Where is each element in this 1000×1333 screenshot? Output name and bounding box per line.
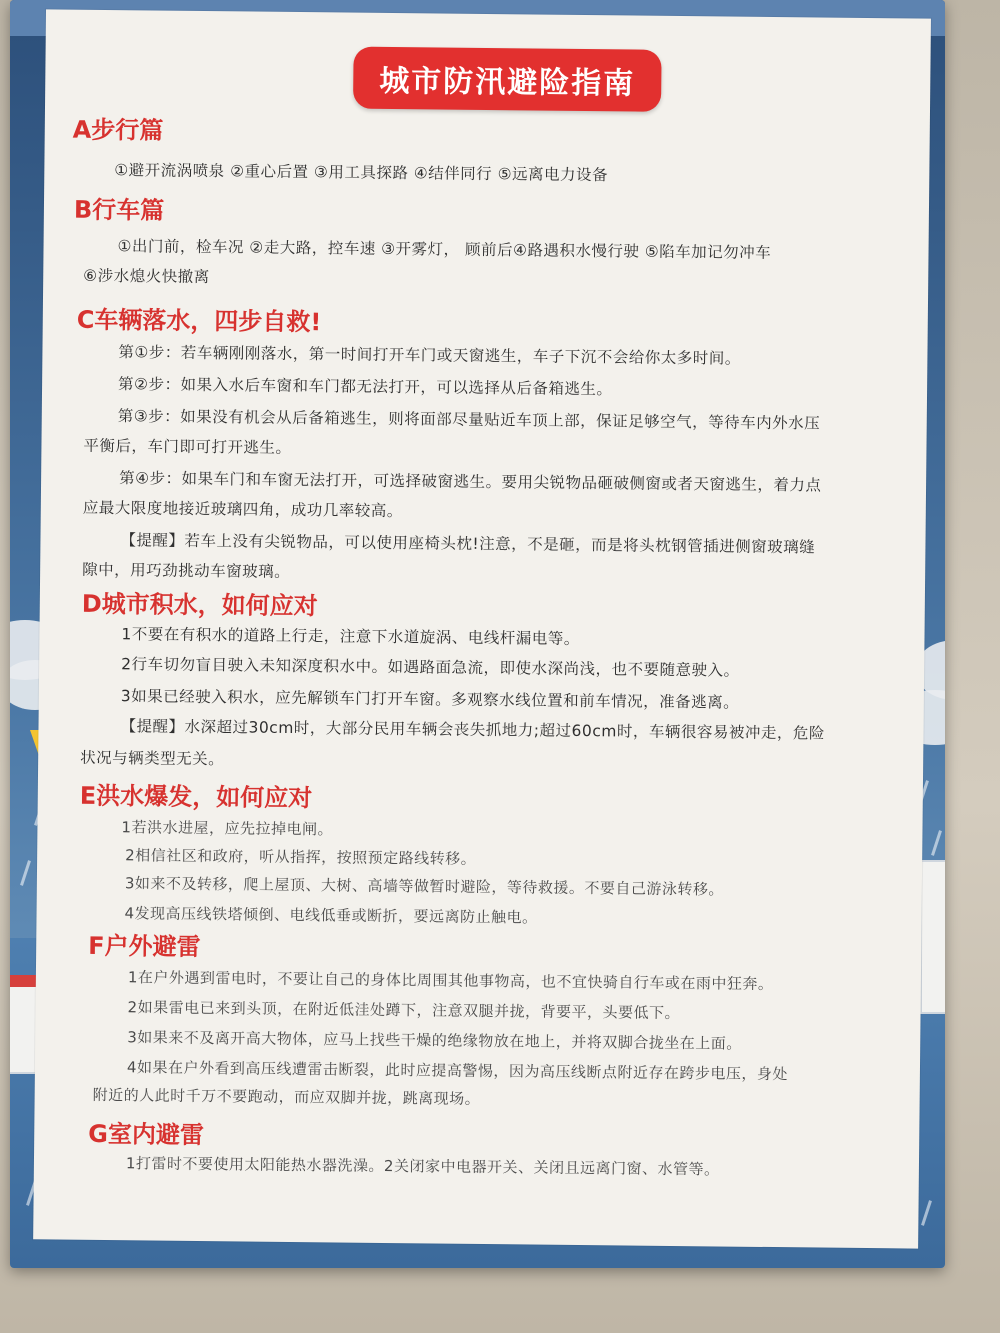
section-c-line: 隙中，用巧劲挑动车窗玻璃。 <box>82 560 291 581</box>
section-d-line: 状况与辆类型无关。 <box>80 748 225 769</box>
section-d-heading: D城市积水，如何应对 <box>81 589 318 621</box>
section-d-line: 3如果已经驶入积水，应先解锁车门打开车窗。多观察水线位置和前车情况，准备逃离。 <box>120 687 740 712</box>
section-c-line: 第③步：如果没有机会从后备箱逃生，则将面部尽量贴近车顶上部，保证足够空气，等待车内外水压 <box>117 407 821 433</box>
section-c-line: 【提醒】若车上没有尖锐物品，可以使用座椅头枕!注意，不是砸，而是将头枕钢管插进侧窗玻璃缝 <box>120 531 816 557</box>
section-c-line: 第②步：如果入水后车窗和车门都无法打开，可以选择从后备箱逃生。 <box>118 375 613 399</box>
section-f-line: 2如果雷电已来到头顶，在附近低洼处蹲下，注意双腿并拢，背要平，头要低下。 <box>127 998 681 1023</box>
section-e-line: 1若洪水进屋，应先拉掉电闸。 <box>121 818 334 839</box>
section-b-line: ⑥涉水熄火快撤离 <box>83 266 210 287</box>
rain-drop <box>931 830 942 856</box>
section-d-line: 2行车切勿盲目驶入未知深度积水中。如遇路面急流，即使水深尚浅，也不要随意驶入。 <box>121 655 740 680</box>
section-b-line: ①出门前，检车况 ②走大路，控车速 ③开雾灯， 顾前后④路遇积水慢行驶 ⑤陷车加记勿冲车 <box>117 237 772 262</box>
section-e-line: 4发现高压线铁塔倾倒、电线低垂或断折，要远离防止触电。 <box>124 904 538 927</box>
section-e-heading: E洪水爆发，如何应对 <box>79 781 313 813</box>
section-f-line: 1在户外遇到雷电时，不要让自己的身体比周围其他事物高，也不宜快骑自行车或在雨中狂奔。 <box>127 968 774 994</box>
section-g-heading: G室内避雷 <box>88 1119 205 1150</box>
section-c-heading: C车辆落水，四步自救! <box>76 305 322 337</box>
section-e-line: 3如来不及转移，爬上屋顶、大树、高墙等做暂时避险，等待救援。不要自己游泳转移。 <box>124 874 725 899</box>
section-d-line: 【提醒】水深超过30cm时，大部分民用车辆会丧失抓地力;超过60cm时，车辆很容易被冲走，危险 <box>120 717 825 743</box>
section-f-line: 附近的人此时千万不要跑动，而应双脚并拢，跳离现场。 <box>92 1085 481 1108</box>
section-b-heading: B行车篇 <box>73 195 165 225</box>
rain-drop <box>20 860 31 886</box>
section-c-line: 应最大限度地接近玻璃四角，成功几率较高。 <box>82 498 403 521</box>
section-g-line: 1打雷时不要使用太阳能热水器洗澡。2关闭家中电器开关、关闭且远离门窗、水管等。 <box>125 1154 720 1179</box>
section-f-heading: F户外避雷 <box>88 931 201 962</box>
section-c-line: 平衡后，车门即可打开逃生。 <box>83 436 292 457</box>
section-c-line: 第①步：若车辆刚刚落水，第一时间打开车门或天窗逃生，车子下沉不会给你太多时间。 <box>118 343 741 368</box>
section-a-line: ①避开流涡喷泉 ②重心后置 ③用工具探路 ④结伴同行 ⑤远离电力设备 <box>114 161 609 185</box>
section-a-heading: A步行篇 <box>72 115 164 145</box>
section-e-line: 2相信社区和政府，听从指挥，按照预定路线转移。 <box>125 846 477 868</box>
section-f-line: 3如果来不及离开高大物体，应马上找些干燥的绝缘物放在地上，并将双脚合拢坐在上面。 <box>127 1028 742 1053</box>
building-right <box>920 860 945 1014</box>
guide-sheet <box>33 9 931 1248</box>
section-f-line: 4如果在户外看到高压线遭雷击断裂，此时应提高警惕，因为高压线断点附近存在跨步电压，身处 <box>126 1058 789 1084</box>
section-c-line: 第④步：如果车门和车窗无法打开，可选择破窗逃生。要用尖锐物品砸破侧窗或者天窗逃生，着力点 <box>119 469 822 495</box>
page-title: 城市防汛避险指南 <box>353 47 662 112</box>
section-d-line: 1不要在有积水的道路上行走，注意下水道旋涡、电线杆漏电等。 <box>121 625 580 648</box>
